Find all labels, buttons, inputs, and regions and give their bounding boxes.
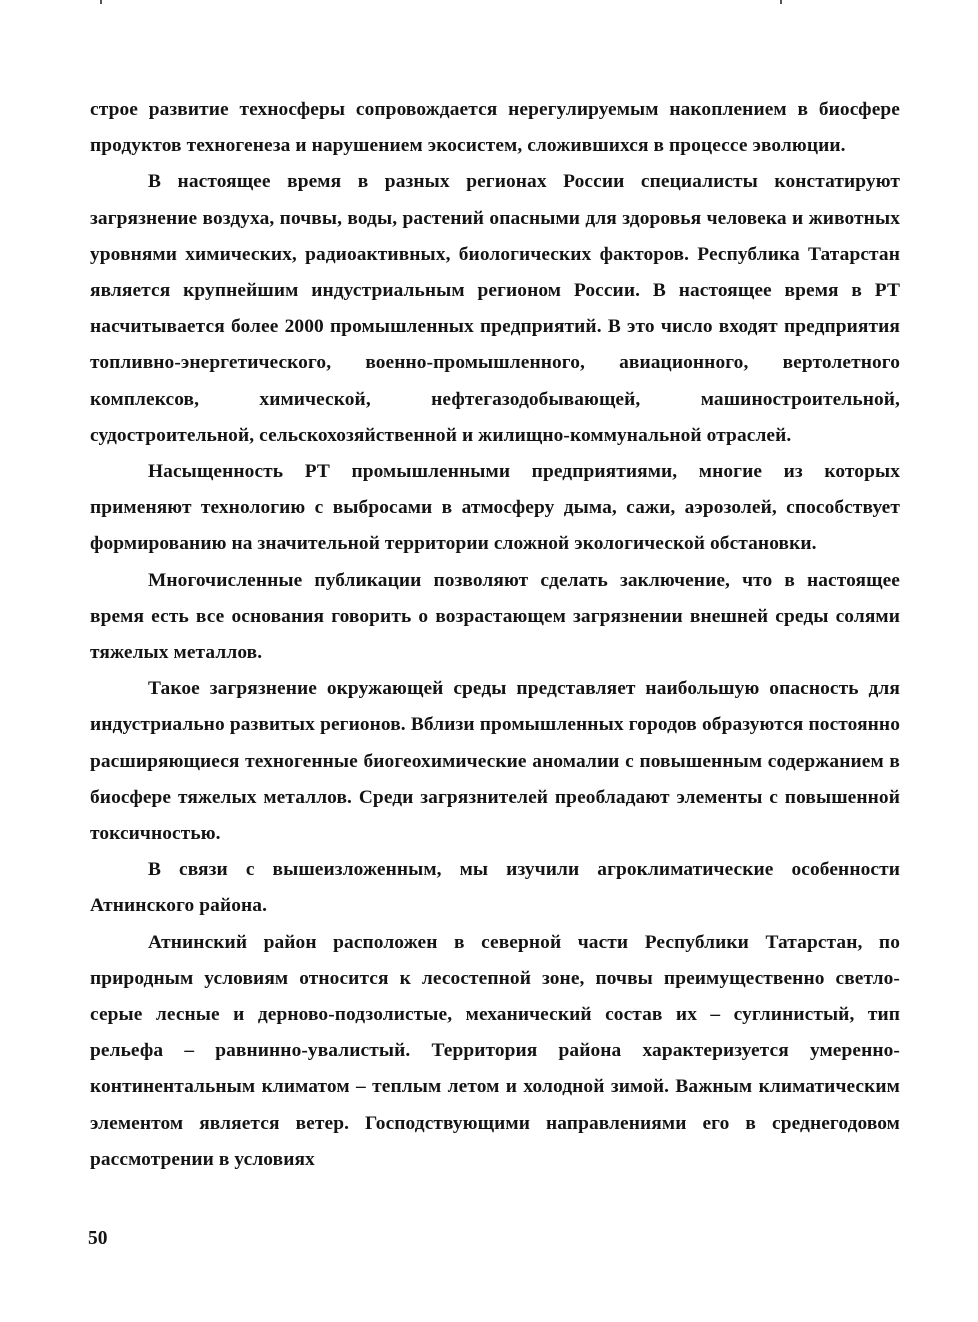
paragraph-danger: Такое загрязнение окружающей среды представляет наибольшую опасность для индустриально развитых регионов. Вблизи промышленных городов образуются постоянно расширяющиеся техногенные биогеохимические аномалии с повышенным содержанием в биосфере тяжелых металлов. Среди загрязнителей преобладают элементы с повышенной токсичностью. [90,678,900,845]
paragraph-study: В связи с вышеизложенным, мы изучили агроклиматические особенности Атнинского района. [90,859,900,917]
paragraph-publications: Многочисленные публикации позволяют сделать заключение, что в настоящее время есть все основания говорить о возрастающем загрязнении внешней среды солями тяжелых металлов. [90,569,900,664]
document-page [90,92,900,1178]
page-number: 50 [88,1228,108,1249]
paragraph-industrial-saturation: Насыщенность РТ промышленными предприятиями, многие из которых применяют технологию с выбросами в атмосферу дыма, сажи, аэрозолей, способствует формированию на значительной территории сложной экологической обстановки. [90,461,900,555]
scan-mark-right [780,0,782,4]
paragraph-continued: строе развитие техносферы сопровождается нерегулируемым накоплением в биосфере продуктов техногенеза и нарушением экосистем, сложившихся в процессе эволюции. [90,99,900,157]
paragraph-atninsky-district: Атнинский район расположен в северной части Республики Татарстан, по природным условиям относится к лесостепной зоне, почвы преимущественно светло-серые лесные и дерново-подзолистые, механический состав их – суглинистый, тип рельефа – равнинно-увалистый. Территория района характеризуется умеренно-континентальным климатом – теплым летом и холодной зимой. Важным климатическим элементом является ветер. Господствующими направлениями его в среднегодовом рассмотрении в условиях [90,931,900,1170]
scan-mark-left [100,0,102,4]
paragraph-pollution-regions: В настоящее время в разных регионах России специалисты констатируют загрязнение воздуха, почвы, воды, растений опасными для здоровья человека и животных уровнями химических, радиоактивных, биологических факторов. Республика Татарстан является крупнейшим индустриальным регионом России. В настоящее время в РТ насчитывается более 2000 промышленных предприятий. В это число входят предприятия топливно-энергетического, военно-промышленного, авиационного, вертолетного комплексов, химической, нефтегазодобывающей, машиностроительной, судостроительной, сельскохозяйственной и жилищно-коммунальной отраслей. [90,171,900,446]
